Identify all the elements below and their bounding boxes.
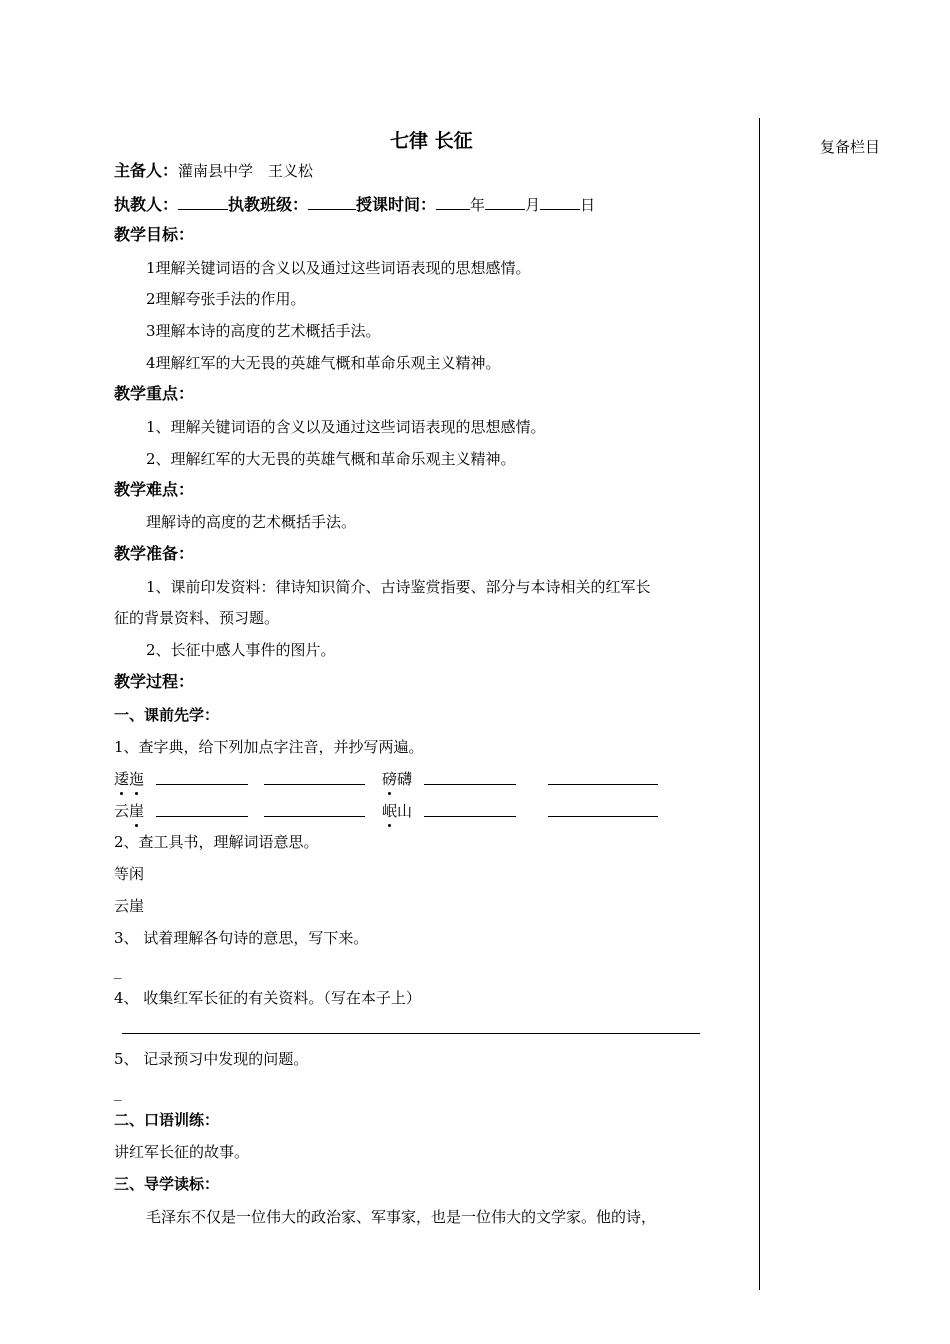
difficulties-heading: 教学难点： [114,480,195,499]
key-points-heading: 教学重点： [114,384,195,403]
key-point-item: 1、理解关键词语的含义以及通过这些词语表现的思想感情。 [146,418,546,436]
answer-line[interactable] [548,816,658,817]
question-1: 1、查字典，给下列加点字注音，并抄写两遍。 [114,738,424,756]
answer-line[interactable] [156,784,248,785]
question-2: 2、查工具书，理解词语意思。 [114,833,319,851]
answer-line[interactable] [264,784,365,785]
teacher-blank[interactable] [178,193,228,210]
year-label: 年 [470,196,486,214]
preparer-label: 主备人： [114,161,179,180]
question-4: 4、 收集红军长征的有关资料。（写在本子上） [114,989,421,1007]
process-heading: 教学过程： [114,672,195,691]
answer-line[interactable] [264,816,365,817]
day-label: 日 [580,196,596,214]
section2-text: 讲红军长征的故事。 [114,1143,250,1161]
word-weiyi [114,769,144,789]
section1-heading: 一、课前先学： [114,706,220,724]
answer-line[interactable] [424,816,516,817]
teacher-line [114,193,595,215]
term-item: 等闲 [114,865,145,883]
margin-divider [759,118,760,1290]
goal-item: 4理解红军的大无畏的英雄气概和革命乐观主义精神。 [146,354,501,372]
page-title: 七律 长征 [390,130,473,152]
year-blank[interactable] [436,193,470,210]
section2-heading: 二、口语训练： [114,1111,220,1129]
section3-text: 毛泽东不仅是一位伟大的政治家、军事家，也是一位伟大的文学家。他的诗， [146,1208,657,1226]
preparation-heading: 教学准备： [114,544,195,563]
goal-item: 2理解夸张手法的作用。 [146,290,306,308]
answer-line[interactable] [156,816,248,817]
preparer-value: 灌南县中学 王义松 [178,162,314,180]
class-label: 执教班级： [228,195,309,214]
preparation-item1-line1: 1、课前印发资料：律诗知识简介、古诗鉴赏指要、部分与本诗相关的红军长 [146,578,651,596]
answer-dash[interactable]: _ [114,961,122,979]
answer-line[interactable] [122,1033,700,1034]
question-5: 5、 记录预习中发现的问题。 [114,1050,309,1068]
preparation-item2: 2、长征中感人事件的图片。 [146,641,336,659]
difficulties-text: 理解诗的高度的艺术概括手法。 [146,513,357,531]
dotted-char: 岷 [382,802,398,820]
dotted-char: 磅 [382,770,398,788]
dotted-char: 逶 [114,770,130,788]
goal-item: 1理解关键词语的含义以及通过这些词语表现的思想感情。 [146,259,531,277]
word-yunya: 云崖 [114,802,145,820]
answer-line[interactable] [548,784,658,785]
dotted-char: 崖 [129,802,145,820]
preparer-line [114,161,313,181]
answer-dash[interactable]: _ [114,1083,122,1101]
time-label: 授课时间： [356,195,437,214]
day-blank[interactable] [540,193,580,210]
teacher-label: 执教人： [114,195,179,214]
preparation-item1-line2: 征的背景资料、预习题。 [114,609,280,627]
sidebar-label: 复备栏目 [820,138,881,156]
question-3: 3、 试着理解各句诗的意思，写下来。 [114,929,369,947]
word-pangbo: 磅礴 [382,770,413,788]
goal-item: 3理解本诗的高度的艺术概括手法。 [146,322,381,340]
month-label: 月 [525,196,541,214]
goals-heading: 教学目标： [114,225,195,244]
term-item: 云崖 [114,897,145,915]
class-blank[interactable] [308,193,356,210]
dotted-char: 迤 [129,770,145,788]
word-minshan: 岷山 [382,802,413,820]
key-point-item: 2、理解红军的大无畏的英雄气概和革命乐观主义精神。 [146,450,516,468]
section3-heading: 三、导学读标： [114,1175,220,1193]
answer-line[interactable] [424,784,516,785]
month-blank[interactable] [485,193,525,210]
